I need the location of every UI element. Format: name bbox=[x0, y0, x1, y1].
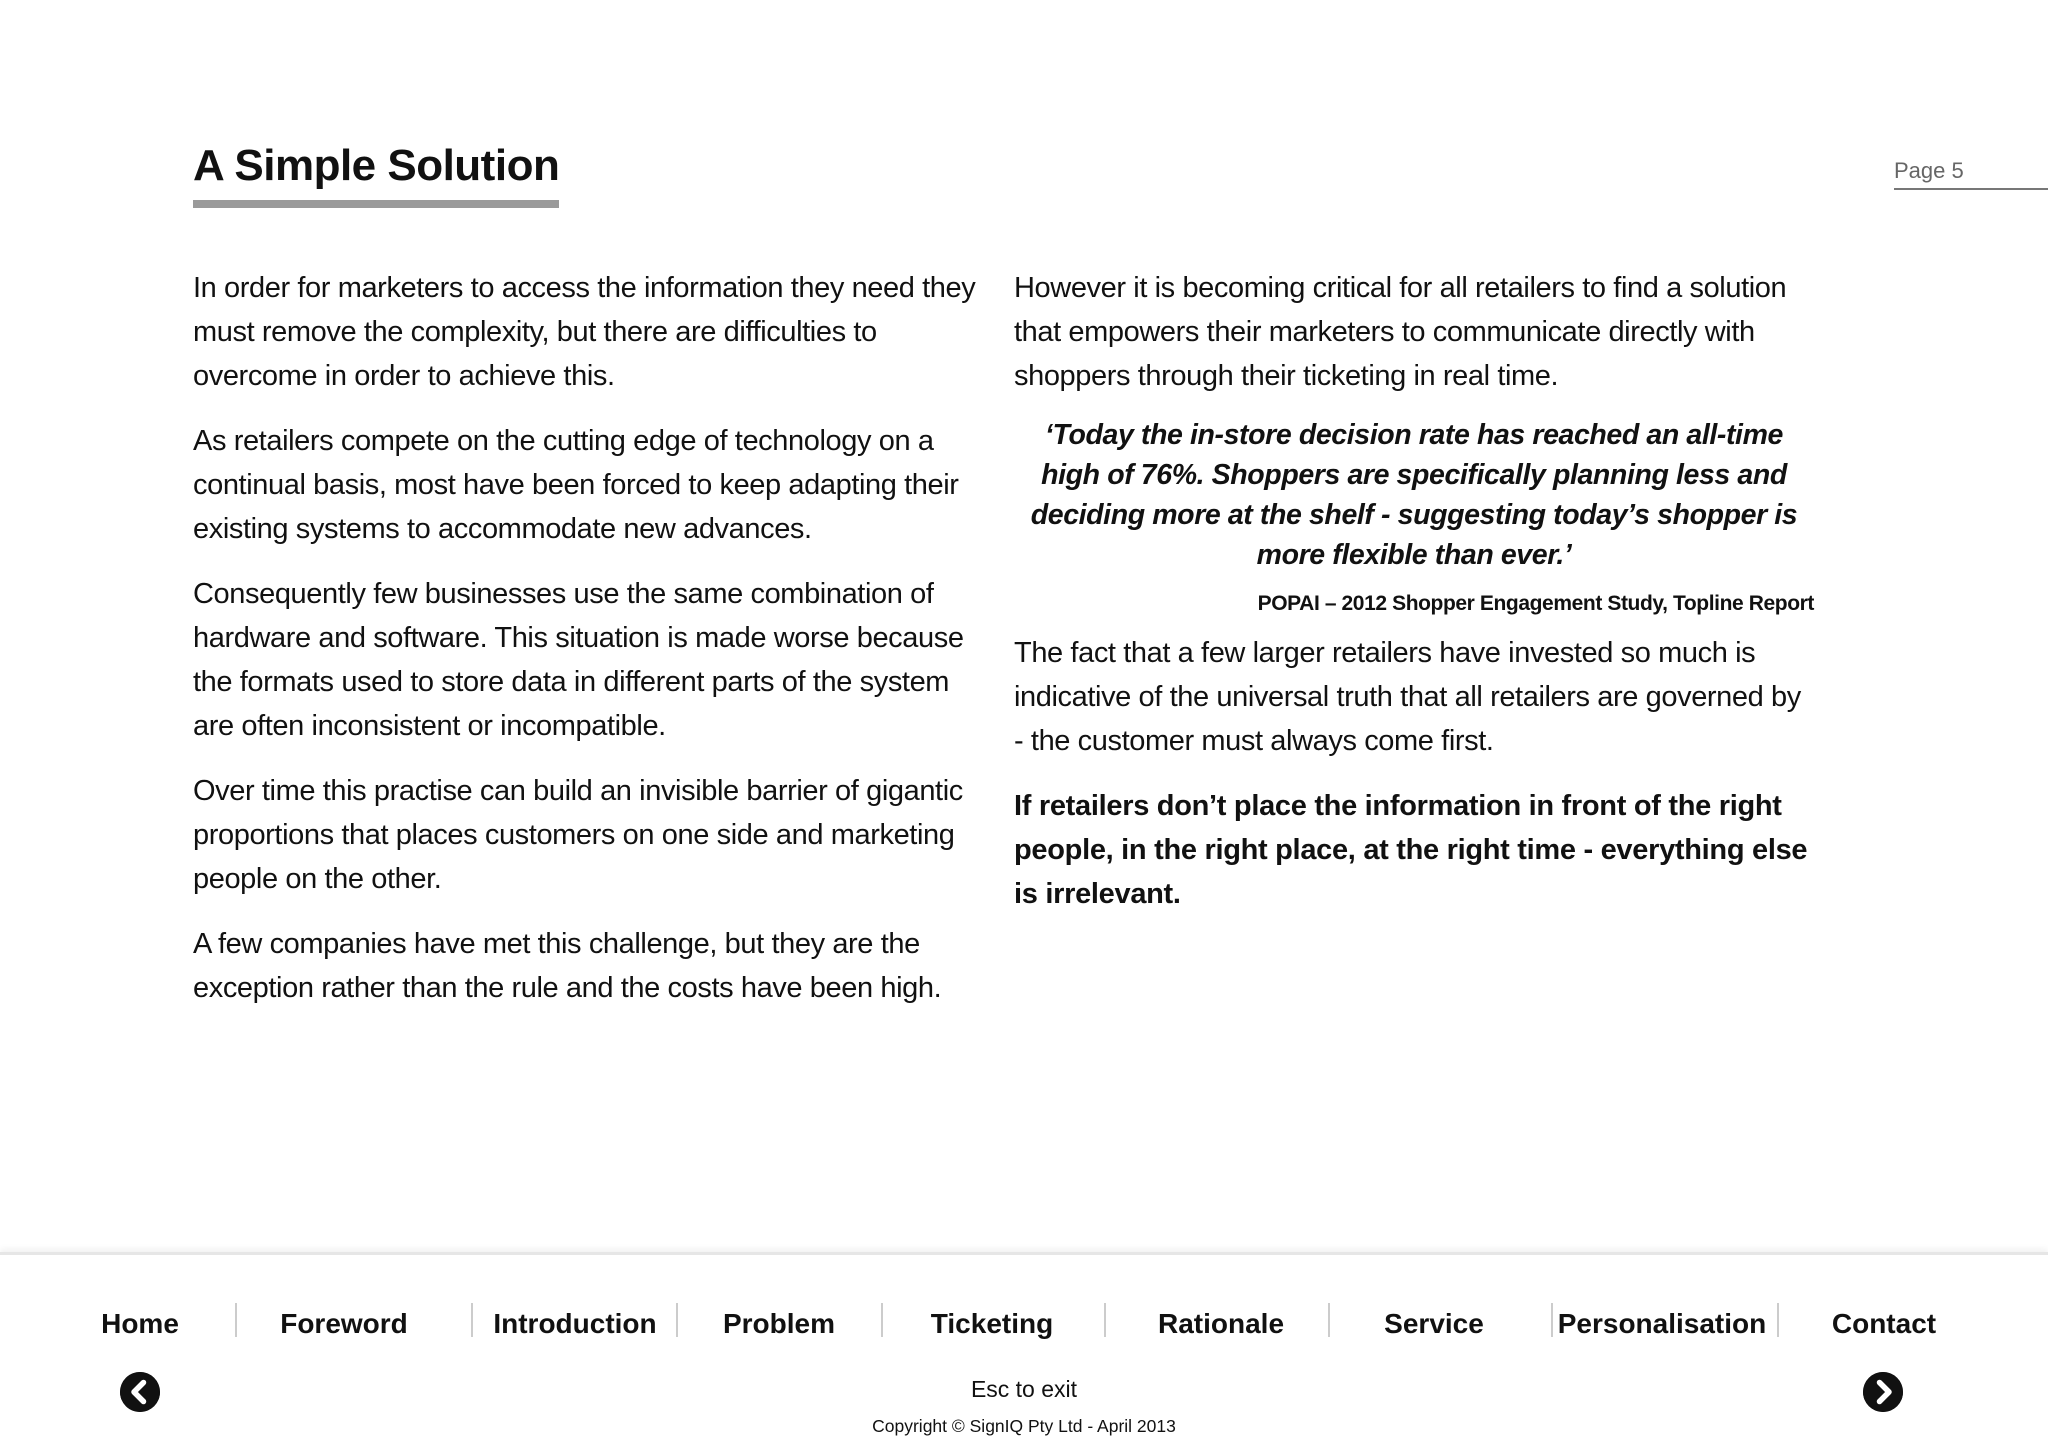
body-paragraph: Over time this practise can build an invisible barrier of gigantic proportions that places customers on one side and marketing people on the other. bbox=[193, 775, 963, 895]
nav-problem-link[interactable]: Problem bbox=[722, 1308, 836, 1339]
footer-nav-bar bbox=[0, 1252, 2048, 1451]
emphasis-paragraph: If retailers don’t place the information in front of the right people, in the right place, at the right time - everything else is irrelevant. bbox=[1014, 790, 1808, 910]
body-paragraph: A few companies have met this challenge, but they are the exception rather than the rule and the costs have been high. bbox=[193, 928, 942, 1004]
nav-contact-link[interactable]: Contact bbox=[1831, 1308, 1937, 1339]
copyright-text: Copyright © SignIQ Pty Ltd - April 2013 bbox=[872, 1416, 1176, 1436]
nav-divider bbox=[1777, 1303, 1779, 1337]
pull-quote bbox=[1014, 415, 1814, 619]
chevron-right-icon bbox=[1863, 1372, 1903, 1412]
intro-paragraph: However it is becoming critical for all retailers to find a solution that empowers their marketers to communicate directly with shoppers through their ticketing in real time. bbox=[1014, 272, 1787, 392]
nav-divider bbox=[881, 1303, 883, 1337]
nav-divider bbox=[676, 1303, 678, 1337]
nav-divider bbox=[1104, 1303, 1106, 1337]
page-title: A Simple Solution bbox=[193, 136, 559, 208]
nav-divider bbox=[1328, 1303, 1330, 1337]
previous-page-button[interactable] bbox=[120, 1372, 160, 1412]
page-number: Page 5 bbox=[1894, 156, 2048, 190]
nav-ticketing-link[interactable]: Ticketing bbox=[930, 1308, 1054, 1339]
nav-introduction-link[interactable]: Introduction bbox=[493, 1308, 657, 1339]
nav-service-link[interactable]: Service bbox=[1384, 1308, 1484, 1339]
body-paragraph: The fact that a few larger retailers have invested so much is indicative of the universal truth that all retailers are governed by - the customer must always come first. bbox=[1014, 637, 1801, 757]
nav-personalisation-link[interactable]: Personalisation bbox=[1557, 1308, 1767, 1339]
nav-foreword-link[interactable]: Foreword bbox=[280, 1308, 408, 1339]
quote-text: ‘Today the in-store decision rate has reached an all-time high of 76%. Shoppers are specifically planning less and deciding more at the shelf - suggesting today’s shopper is more flexible than ever.’ bbox=[1030, 419, 1798, 571]
body-paragraph: As retailers compete on the cutting edge of technology on a continual basis, most have been forced to keep adapting their existing systems to accommodate new advances. bbox=[193, 425, 959, 545]
chevron-left-icon bbox=[120, 1372, 160, 1412]
right-column bbox=[1014, 266, 1814, 937]
next-page-button[interactable] bbox=[1863, 1372, 1903, 1412]
nav-divider bbox=[235, 1303, 237, 1337]
nav-home-link[interactable]: Home bbox=[101, 1308, 179, 1339]
exit-hint: Esc to exit bbox=[970, 1376, 1078, 1402]
body-paragraph: In order for marketers to access the information they need they must remove the complexity, but there are difficulties to overcome in order to achieve this. bbox=[193, 272, 976, 392]
body-paragraph: Consequently few businesses use the same combination of hardware and software. This situation is made worse because the formats used to store data in different parts of the system are often inconsistent or incompatible. bbox=[193, 578, 964, 742]
nav-divider bbox=[471, 1303, 473, 1337]
quote-source: POPAI – 2012 Shopper Engagement Study, Topline Report bbox=[1257, 592, 1814, 615]
left-column bbox=[193, 266, 983, 1031]
nav-rationale-link[interactable]: Rationale bbox=[1157, 1308, 1285, 1339]
